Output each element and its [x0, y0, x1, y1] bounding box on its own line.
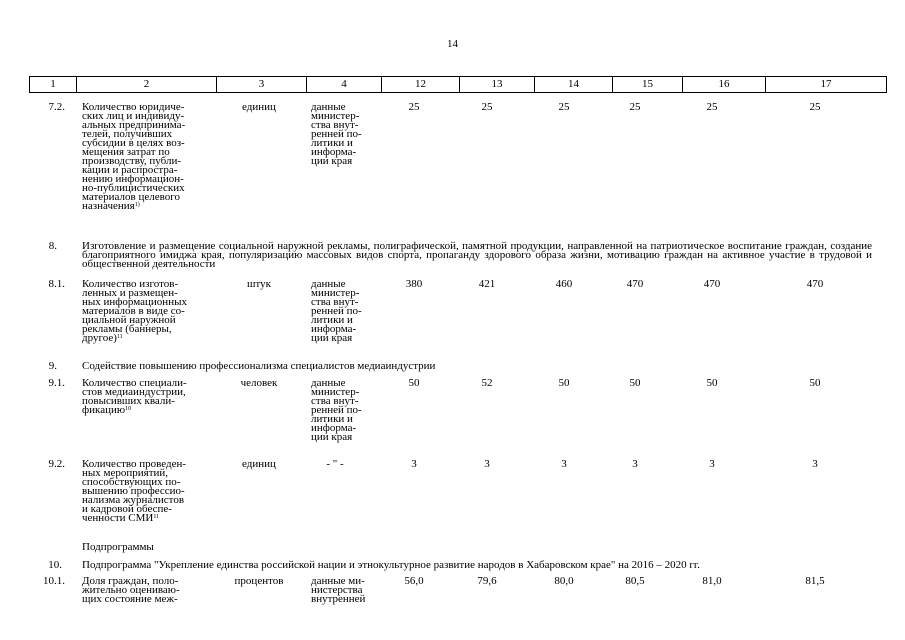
column-number-header	[29, 76, 887, 93]
indicator-text: Количество специали- стов медиаиндустрии, повысивших квали- фикацию	[82, 377, 187, 416]
header-cell: 4	[307, 77, 382, 93]
indicator-name	[82, 280, 187, 343]
value-cell: 52	[481, 377, 493, 389]
source-cell: данные министер- ства внут- ренней по- литики и информа- ции края	[311, 278, 362, 344]
unit-cell: единиц	[242, 101, 276, 113]
header-cell: 1	[30, 77, 77, 93]
unit-cell: штук	[247, 278, 271, 290]
header-cell: 16	[683, 77, 766, 93]
value-cell: 380	[405, 278, 423, 290]
header-cell: 15	[613, 77, 683, 93]
page-number: 14	[447, 38, 458, 50]
source-cell: данные министер- ства внут- ренней по- литики и информа- ции края	[311, 101, 362, 167]
section-title: Изготовление и размещение социальной наружной рекламы, полиграфической, памятной продукции, направленной на патриотическое воспитание граждан, создание благоприятного имиджа края, популяризацию массовых видов спорта, пропаганду здорового образа жизни, мотивацию граждан на активное участие в трудовой и общественной деятельности	[82, 240, 872, 270]
indicator-name	[82, 460, 186, 523]
header-cell: 2	[77, 77, 217, 93]
value-cell: 25	[558, 101, 570, 113]
source-cell: - " -	[326, 458, 344, 470]
indicator-name	[82, 103, 185, 211]
footnote-mark: 11	[153, 514, 160, 520]
value-cell: 3	[632, 458, 638, 470]
value-cell: 56,0	[404, 575, 424, 587]
unit-cell: единиц	[242, 458, 276, 470]
value-cell: 25	[408, 101, 420, 113]
header-cell: 13	[460, 77, 535, 93]
footnote-mark: 10	[125, 406, 132, 412]
row-number: 9.2.	[48, 458, 65, 470]
value-cell: 470	[806, 278, 824, 290]
value-cell: 50	[408, 377, 420, 389]
header-cell: 12	[382, 77, 460, 93]
value-cell: 50	[558, 377, 570, 389]
value-cell: 81,5	[805, 575, 825, 587]
section-number: 10.	[48, 559, 62, 571]
row-number: 7.2.	[48, 101, 65, 113]
value-cell: 79,6	[477, 575, 497, 587]
value-cell: 470	[703, 278, 721, 290]
value-cell: 50	[629, 377, 641, 389]
indicator-text: Количество проведен- ных мероприятий, способствующих по- вышению профессио- нализма журналистов и кадровой обеспе- ченности СМИ	[82, 458, 187, 524]
header-cell: 3	[217, 77, 307, 93]
value-cell: 50	[809, 377, 821, 389]
header-cell: 14	[535, 77, 613, 93]
row-number: 10.1.	[43, 575, 65, 587]
value-cell: 81,0	[702, 575, 722, 587]
unit-cell: человек	[240, 377, 278, 389]
value-cell: 50	[706, 377, 718, 389]
source-cell: данные министер- ства внут- ренней по- литики и информа- ции края	[311, 377, 362, 443]
value-cell: 25	[706, 101, 718, 113]
section-title: Подпрограмма "Укрепление единства российской нации и этнокультурное развитие народов в Хабаровском крае" на 2016 – 2020 гг.	[82, 559, 700, 571]
value-cell: 3	[812, 458, 818, 470]
value-cell: 460	[555, 278, 573, 290]
unit-cell: процентов	[234, 575, 284, 587]
indicator-name	[82, 379, 187, 415]
value-cell: 80,5	[625, 575, 645, 587]
header-cell: 17	[766, 77, 887, 93]
value-cell: 470	[626, 278, 644, 290]
source-cell: данные ми- нистерства внутренней	[311, 575, 366, 605]
indicator-name: Доля граждан, поло- жительно оцениваю- щих состояние меж-	[82, 575, 180, 605]
value-cell: 3	[561, 458, 567, 470]
value-cell: 25	[629, 101, 641, 113]
section-title: Содействие повышению профессионализма специалистов медиаиндустрии	[82, 360, 436, 372]
value-cell: 3	[709, 458, 715, 470]
footnote-mark: 1)	[134, 202, 140, 208]
indicator-text: Количество юридиче- ских лиц и индивиду- альных предпринима- телей, получивших субсидии в целях воз- мещения затрат по производству, публи- кации и распростра- нению информацион- но-публицистических материалов целевого назначения	[82, 101, 186, 212]
value-cell: 25	[481, 101, 493, 113]
footnote-mark: 11	[116, 334, 123, 340]
subprograms-heading: Подпрограммы	[82, 541, 154, 553]
section-number: 9.	[48, 360, 57, 372]
row-number: 8.1.	[48, 278, 65, 290]
indicator-text: Количество изготов- ленных и размещен- ных информационных материалов в виде со- циальной наружной рекламы (баннеры, другое)	[82, 278, 187, 344]
row-number: 9.1.	[48, 377, 65, 389]
value-cell: 3	[484, 458, 490, 470]
value-cell: 80,0	[554, 575, 574, 587]
section-number: 8.	[48, 240, 57, 252]
value-cell: 421	[478, 278, 496, 290]
value-cell: 25	[809, 101, 821, 113]
value-cell: 3	[411, 458, 417, 470]
